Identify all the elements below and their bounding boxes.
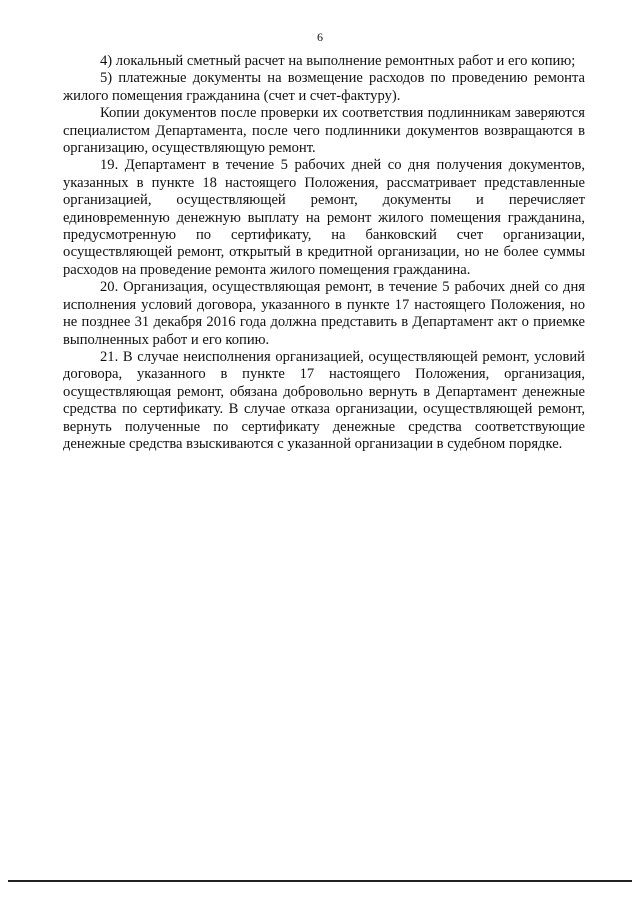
paragraph-item-5: 5) платежные документы на возмещение расходов по проведению ремонта жилого помещения гражданина (счет и счет-фактуру). xyxy=(63,70,585,104)
paragraph-copies-note: Копии документов после проверки их соответствия подлинникам заверяются специалистом Департамента, после чего подлинники документов возвращаются в организацию, осуществляющую ремонт. xyxy=(63,105,585,157)
paragraph-clause-20: 20. Организация, осуществляющая ремонт, в течение 5 рабочих дней со дня исполнения условий договора, указанного в пункте 17 настоящего Положения, но не позднее 31 декабря 2016 года должна представить в Департамент акт о приемке выполненных работ и его копию. xyxy=(63,279,585,348)
bottom-scan-edge xyxy=(8,880,632,882)
paragraph-item-4: 4) локальный сметный расчет на выполнение ремонтных работ и его копию; xyxy=(100,53,576,69)
document-body xyxy=(63,53,585,453)
paragraph-clause-21: 21. В случае неисполнения организацией, осуществляющей ремонт, условий договора, указанного в пункте 17 настоящего Положения, организация, осуществляющая ремонт, обязана добровольно вернуть в Департамент денежные средства по сертификату. В случае отказа организации, осуществляющей ремонт, вернуть полученные по сертификату денежные средства соответствующие денежные средства взыскиваются с указанной организации в судебном порядке. xyxy=(63,348,585,452)
page-number: 6 xyxy=(317,30,323,44)
paragraph-clause-19: 19. Департамент в течение 5 рабочих дней со дня получения документов, указанных в пункте 18 настоящего Положения, рассматривает представленные организацией, осуществляющей ремонт, документы и перечисляет единовременную денежную выплату на ремонт жилого помещения гражданина, предусмотренную по сертификату, на банковский счет организации, осуществляющей ремонт, открытый в кредитной организации, но не более суммы расходов на проведение ремонта жилого помещения гражданина. xyxy=(63,157,585,278)
